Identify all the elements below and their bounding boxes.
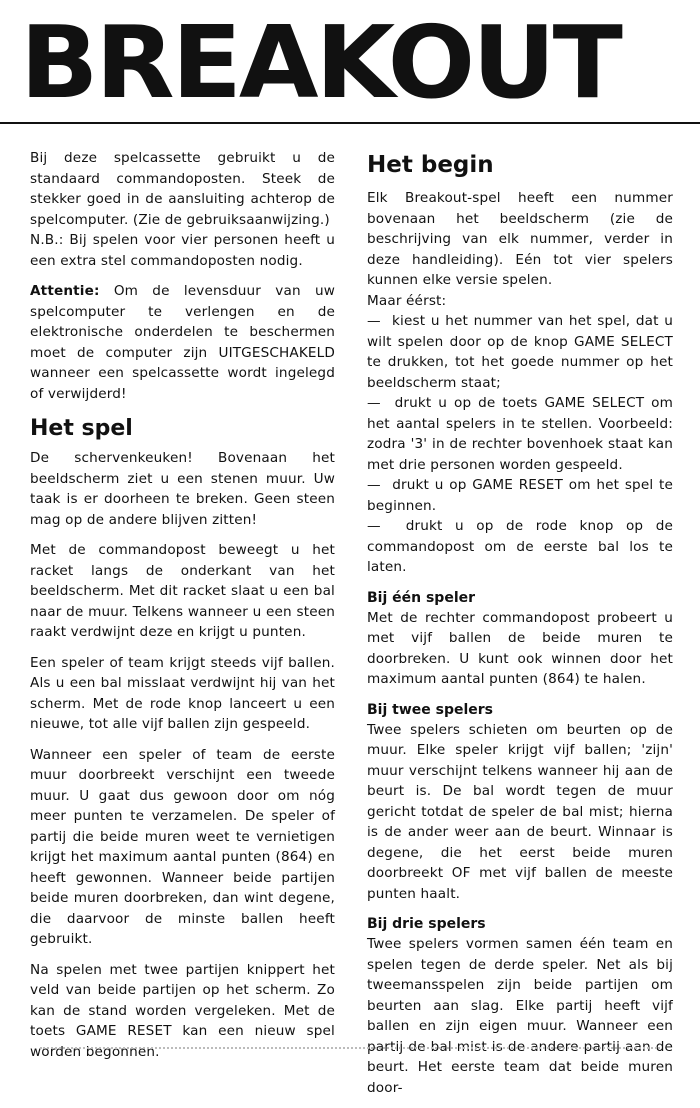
dash-mark: — bbox=[367, 313, 381, 329]
section-heading-het-spel: Het spel bbox=[30, 416, 133, 441]
attentie-text: Om de levensduur van uw spelcomputer te verlengen en de elektronische onderdelen te beschermen moet de computer zijn UITGESCHAKELD wanneer een spelcassette wordt ingelegd of verwijderd! bbox=[30, 283, 335, 402]
step-text bbox=[367, 393, 673, 475]
attentie-paragraph bbox=[30, 281, 335, 404]
dash-mark: — bbox=[367, 518, 381, 534]
nb-paragraph: N.B.: Bij spelen voor vier personen heeft u een extra stel commandoposten nodig. bbox=[30, 232, 335, 269]
masthead bbox=[0, 0, 700, 124]
begin-paragraph: Elk Breakout-spel heeft een nummer bovenaan het beeldscherm (zie de beschrijving van elk nummer, verder in deze handleiding). Eén tot vier spelers kunnen elke versie spelen. bbox=[367, 190, 673, 288]
step-4-text: drukt u op de rode knop op de commandopost om de eerste bal los te laten. bbox=[367, 518, 673, 575]
subheading-een-speler: Bij één speler bbox=[367, 589, 476, 606]
subheading-twee-spelers: Bij twee spelers bbox=[367, 701, 494, 718]
page-title: BREAKOUT bbox=[20, 4, 620, 121]
dash-mark: — bbox=[367, 395, 381, 411]
spel-paragraph-1: De schervenkeuken! Bovenaan het beeldscherm ziet u een stenen muur. Uw taak is er doorheen te breken. Geen steen mag op de andere blijven zitten! bbox=[30, 450, 335, 528]
twee-spelers-paragraph: Twee spelers schieten om beurten op de muur. Elke speler krijgt vijf ballen; 'zijn' muur verschijnt telkens wanneer hij aan de beurt is. De bal wordt tegen de muur gericht totdat de speler de bal mist; hierna is de ander weer aan de beurt. Winnaar is degene, die het eerst beide muren doorbreekt OF met vijf ballen de meeste punten haalt. bbox=[367, 721, 673, 902]
spel-paragraph-2: Met de commandopost beweegt u het racket langs de onderkant van het beeldscherm. Met dit racket slaat u een bal naar de muur. Telkens wanneer u een steen raakt verdwijnt deze en krijgt u punten. bbox=[30, 542, 335, 640]
step-text bbox=[367, 516, 673, 578]
step-item bbox=[367, 516, 673, 588]
spel-paragraph-4: Wanneer een speler of team de eerste muur doorbreekt verschijnt een tweede muur. U gaat dus gewoon door om nóg meer punten te verzamelen. De speler of partij die beide muren weet te vernietigen krijgt het maximum aantal punten (864) en heeft gewonnen. Wanneer beide partijen beide muren doorbreken, dan wint degene, die daarvoor de minste ballen heeft gebruikt. bbox=[30, 746, 335, 947]
intro-paragraph: Bij deze spelcassette gebruikt u de standaard commandoposten. Steek de stekker goed in de aansluiting achterop de spelcomputer. (Zie de gebruiksaanwijzing.) bbox=[30, 150, 335, 228]
step-item bbox=[367, 475, 673, 516]
step-item bbox=[367, 393, 673, 475]
step-text bbox=[367, 311, 673, 393]
attentie-label: Attentie: bbox=[30, 283, 100, 299]
subheading-drie-spelers: Bij drie spelers bbox=[367, 916, 486, 932]
footer-rule bbox=[40, 1047, 660, 1052]
spel-paragraph-5: Na spelen met twee partijen knippert het veld van beide partijen op het scherm. Zo kan de stand worden vergeleken. Met de toets GAME RESET kan een nieuw spel worden begonnen. bbox=[30, 961, 335, 1060]
een-speler-paragraph: Met de rechter commandopost probeert u met vijf ballen de beide muren te doorbreken. U kunt ook winnen door het maximum aantal punten (864) te halen. bbox=[367, 609, 673, 687]
step-item bbox=[367, 311, 673, 393]
step-text bbox=[367, 475, 673, 516]
step-2-text: drukt u op de toets GAME SELECT om het aantal spelers in te stellen. Voorbeeld: zodra '3' in de rechter bovenhoek staat kan met drie personen worden gespeeld. bbox=[367, 395, 673, 473]
spel-paragraph-3: Een speler of team krijgt steeds vijf ballen. Als u een bal misslaat verdwijnt hij van het scherm. Met de rode knop lanceert u een nieuwe, tot alle vijf ballen zijn gespeeld. bbox=[30, 654, 335, 732]
maar-eerst-label: Maar éérst: bbox=[367, 292, 447, 309]
right-column bbox=[367, 148, 673, 1108]
section-heading-het-begin: Het begin bbox=[367, 152, 494, 178]
step-1-text: kiest u het nummer van het spel, dat u wilt spelen door op de knop GAME SELECT te drukken, tot het goede nummer op het beeldscherm staat; bbox=[367, 313, 673, 391]
step-3-text: drukt u op GAME RESET om het spel te beginnen. bbox=[367, 477, 673, 514]
left-column bbox=[30, 148, 335, 1072]
dash-mark: — bbox=[367, 477, 381, 493]
drie-spelers-paragraph: Twee spelers vormen samen één team en spelen tegen de derde speler. Net als bij tweemansspelen zijn beide partijen om beurten aan slag. Elke partij heeft vijf ballen en zijn eigen muur. Wanneer een partij de bal mist is de andere partij aan de beurt. Het eerste team dat beide muren door- bbox=[367, 936, 673, 1096]
